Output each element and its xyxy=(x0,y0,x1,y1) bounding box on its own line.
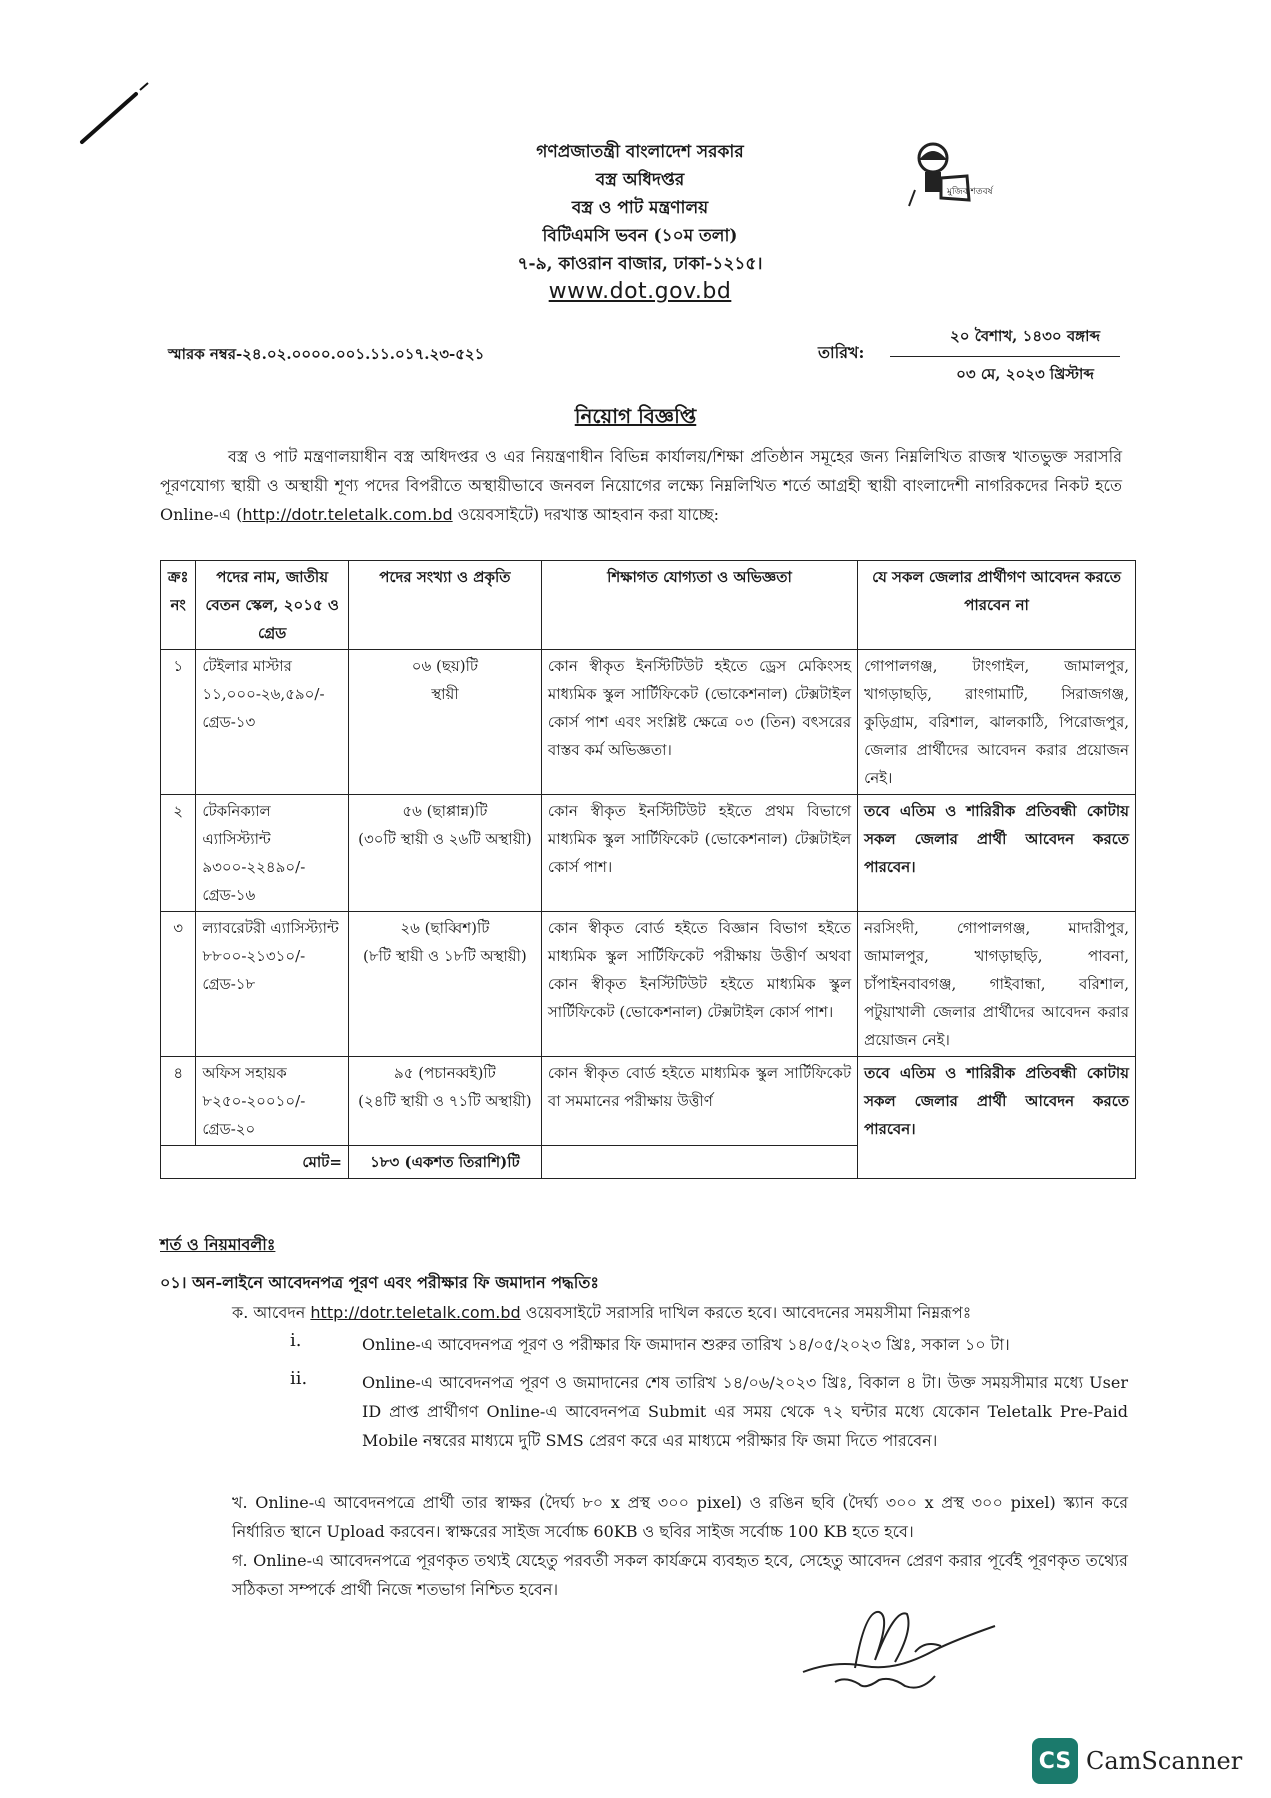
item-ka: ক. আবেদন http://dotr.teletalk.com.bd ওয়েবসাইটে সরাসরি দাখিল করতে হবে। আবেদনের সময়সীমা নিম্নরূপঃ xyxy=(232,1303,972,1322)
vacancy-table xyxy=(160,560,1136,1179)
memo-number: স্মারক নম্বর-২৪.০২.০০০০.০০১.১১.০১৭.২৩-৫২১ xyxy=(168,345,485,363)
post-nature: (২৪টি স্থায়ী ও ৭১টি অস্থায়ী) xyxy=(358,1092,532,1110)
item-i-label: i. xyxy=(290,1330,302,1351)
camscanner-icon: CS xyxy=(1032,1738,1078,1784)
pay-scale: ৮২৫০-২০০১০/- xyxy=(202,1092,306,1110)
qualification: কোন স্বীকৃত বোর্ড হইতে বিজ্ঞান বিভাগ হইতে মাধ্যমিক স্কুল সার্টিফিকেট পরীক্ষায় উত্তীর্ণ অথবা কোন স্বীকৃত ইনস্টিটিউট হইতে মাধ্যমিক স্কুল সার্টিফিকেট (ভোকেশনাল) টেক্সটাইল কোর্স পাশ। xyxy=(541,912,857,1057)
mujib-centenary-logo xyxy=(905,138,1005,216)
count-cell xyxy=(348,650,541,795)
header-post-name: পদের নাম, জাতীয় বেতন স্কেল, ২০১৫ ও গ্রেড xyxy=(196,561,349,650)
item-kha: খ. Online-এ আবেদনপত্রে প্রার্থী তার স্বাক্ষর (দৈর্ঘ্য ৮০ x প্রস্থ ৩০০ pixel) ও রঙিন ছবি (দৈর্ঘ্য ৩০০ x প্রস্থ ৩০০ pixel) স্ক্যান করে নির্ধারিত স্থানে Upload করবেন। স্বাক্ষরের সাইজ সর্বোচ্চ 60KB ও ছবির সাইজ সর্বোচ্চ 100 KB হতে হবে। xyxy=(232,1493,1128,1541)
post-cell xyxy=(196,795,349,912)
website-link[interactable]: www.dot.gov.bd xyxy=(548,279,732,304)
empty-cell xyxy=(541,1146,857,1179)
date-block xyxy=(890,325,1120,388)
total-value: ১৮৩ (একশত তিরাশি)টি xyxy=(348,1146,541,1179)
row-serial: ৪ xyxy=(161,1057,196,1146)
post-nature: (৮টি স্থায়ী ও ১৮টি অস্থায়ী) xyxy=(363,947,527,965)
qualification: কোন স্বীকৃত বোর্ড হইতে মাধ্যমিক স্কুল সার্টিফিকেট বা সমমানের পরীক্ষায় উত্তীর্ণ xyxy=(541,1057,857,1146)
total-label: মোট= xyxy=(161,1146,349,1179)
item-ii-label: ii. xyxy=(290,1368,308,1389)
quota-note: তবে এতিম ও শারিরীক প্রতিবন্ধী কোটায় সকল জেলার প্রার্থী আবেদন করতে পারবেন। xyxy=(858,1057,1136,1179)
address: ৭-৯, কাওরান বাজার, ঢাকা-১২১৫। xyxy=(517,254,763,274)
date-english: ০৩ মে, ২০২৩ খ্রিস্টাব্দ xyxy=(956,365,1094,383)
camscanner-watermark xyxy=(1032,1738,1242,1784)
post-name: টেকনিক্যাল এ্যাসিস্ট্যান্ট xyxy=(202,802,271,848)
terms-heading: শর্ত ও নিয়মাবলীঃ xyxy=(160,1235,276,1254)
qualification: কোন স্বীকৃত ইনস্টিটিউট হইতে ড্রেস মেকিংসহ মাধ্যমিক স্কুল সার্টিফিকেট (ভোকেশনাল) টেক্সটাইল কোর্স পাশ এবং সংশ্লিষ্ট ক্ষেত্রে ০৩ (তিন) বৎসরের বাস্তব কর্ম অভিজ্ঞতা। xyxy=(541,650,857,795)
item-kha-ga xyxy=(232,1488,1128,1604)
excluded-districts: গোপালগঞ্জ, টাংগাইল, জামালপুর, খাগড়াছড়ি, রাংগামাটি, সিরাজগঞ্জ, কুড়িগ্রাম, বরিশাল, ঝালকাঠি, পিরোজপুর, জেলার প্রার্থীদের আবেদন করার প্রয়োজন নেই। xyxy=(858,650,1136,795)
header-qualification: শিক্ষাগত যোগ্যতা ও অভিজ্ঞতা xyxy=(541,561,857,650)
item-i-text: Online-এ আবেদনপত্র পূরণ ও পরীক্ষার ফি জমাদান শুরুর তারিখ ১৪/০৫/২০২৩ খ্রিঃ, সকাল ১০ টা। xyxy=(362,1335,1010,1354)
count-cell xyxy=(348,912,541,1057)
post-cell xyxy=(196,1057,349,1146)
date-label: তারিখ: xyxy=(818,343,865,362)
row-serial: ৩ xyxy=(161,912,196,1057)
header-serial: ক্রঃ নং xyxy=(161,561,196,650)
grade: গ্রেড-২০ xyxy=(202,1120,256,1138)
camscanner-brand: CamScanner xyxy=(1086,1747,1243,1775)
post-nature: স্থায়ী xyxy=(431,685,459,703)
section-1-heading: ০১। অন-লাইনে আবেদনপত্র পূরণ এবং পরীক্ষার ফি জমাদান পদ্ধতিঃ xyxy=(160,1273,599,1292)
item-ii-text: Online-এ আবেদনপত্র পূরণ ও জমাদানের শেষ তারিখ ১৪/০৬/২০২৩ খ্রিঃ, বিকাল ৪ টা। উক্ত সময়সীমার মধ্যে User ID প্রাপ্ত প্রার্থীগণ Online-এ আবেদনপত্র Submit এর সময় থেকে ৭২ ঘন্টার মধ্যে যেকোন Teletalk Pre-Paid Mobile নম্বরের মাধ্যমে দুটি SMS প্রেরণ করে এর মাধ্যমে পরীক্ষার ফি জমা দিতে পারবেন। xyxy=(362,1373,1128,1450)
svg-text:মুজিব শতবর্ষ: মুজিব শতবর্ষ xyxy=(947,187,993,197)
letterhead xyxy=(360,138,920,306)
quota-note: তবে এতিম ও শারিরীক প্রতিবন্ধী কোটায় সকল জেলার প্রার্থী আবেদন করতে পারবেন। xyxy=(858,795,1136,912)
grade: গ্রেড-১৬ xyxy=(202,886,256,904)
pay-scale: ৯৩০০-২২৪৯০/- xyxy=(202,858,306,876)
post-count: ৫৬ (ছাপ্পান্ন)টি xyxy=(402,802,488,820)
grade: গ্রেড-১৮ xyxy=(202,975,256,993)
teletalk-url-link[interactable]: http://dotr.teletalk.com.bd xyxy=(310,1303,521,1322)
post-cell xyxy=(196,650,349,795)
header-post-count: পদের সংখ্যা ও প্রকৃতি xyxy=(348,561,541,650)
date-bangla: ২০ বৈশাখ, ১৪৩০ বঙ্গাব্দ xyxy=(890,325,1120,357)
table-row xyxy=(161,650,1136,795)
pen-stroke-mark xyxy=(78,80,158,150)
notice-title: নিয়োগ বিজ্ঞপ্তি xyxy=(574,404,697,428)
post-count: ৯৫ (পচানব্বই)টি xyxy=(394,1064,496,1082)
post-count: ০৬ (ছয়)টি xyxy=(411,657,479,675)
building-name: বিটিএমসি ভবন (১০ম তলা) xyxy=(542,226,738,246)
pay-scale: ১১,০০০-২৬,৫৯০/- xyxy=(202,685,325,703)
table-header-row xyxy=(161,561,1136,650)
excluded-districts: নরসিংদী, গোপালগঞ্জ, মাদারীপুর, জামালপুর, খাগড়াছড়ি, পাবনা, চাঁপাইনবাবগঞ্জ, গাইবান্ধা, বরিশাল, পটুয়াখালী জেলার প্রার্থীদের আবেদন করার প্রয়োজন নেই। xyxy=(858,912,1136,1057)
count-cell xyxy=(348,1057,541,1146)
post-name: টেইলার মাস্টার xyxy=(202,657,292,675)
notice-intro: বস্ত্র ও পাট মন্ত্রণালয়াধীন বস্ত্র অধিদপ্তর ও এর নিয়ন্ত্রণাধীন বিভিন্ন কার্যালয়/শিক্ষা প্রতিষ্ঠান সমূহের জন্য নিম্নলিখিত রাজস্ব খাতভুক্ত সরাসরি পূরণযোগ্য স্থায়ী ও অস্থায়ী শূণ্য পদের বিপরীতে অস্থায়ীভাবে জনবল নিয়োগের লক্ষ্যে নিম্নলিখিত শর্তে আগ্রহী স্থায়ী বাংলাদেশী নাগরিকদের নিকট হতে Online-এ (http://dotr.teletalk.com.bd ওয়েবসাইটে) দরখাস্ত আহবান করা যাচ্ছে: xyxy=(160,447,1122,524)
application-url-link[interactable]: http://dotr.teletalk.com.bd xyxy=(242,505,453,524)
item-ga: গ. Online-এ আবেদনপত্রে পূরণকৃত তথ্যই যেহেতু পরবর্তী সকল কার্যক্রমে ব্যবহৃত হবে, সেহেতু আবেদন প্রেরণ করার পূর্বেই পূরণকৃত তথ্যের সঠিকতা সম্পর্কে প্রার্থী নিজে শতভাগ নিশ্চিত হবেন। xyxy=(232,1551,1128,1599)
row-serial: ১ xyxy=(161,650,196,795)
govt-name: গণপ্রজাতন্ত্রী বাংলাদেশ সরকার xyxy=(536,142,744,162)
post-cell xyxy=(196,912,349,1057)
qualification: কোন স্বীকৃত ইনস্টিটিউট হইতে প্রথম বিভাগে মাধ্যমিক স্কুল সার্টিফিকেট (ভোকেশনাল) টেক্সটাইল কোর্স পাশ। xyxy=(541,795,857,912)
post-name: অফিস সহায়ক xyxy=(202,1064,287,1082)
post-name: ল্যাবরেটরী এ্যাসিস্ট্যান্ট xyxy=(202,919,339,937)
table-row xyxy=(161,1057,1136,1146)
row-serial: ২ xyxy=(161,795,196,912)
ministry-name: বস্ত্র ও পাট মন্ত্রণালয় xyxy=(571,198,709,218)
post-count: ২৬ (ছাব্বিশ)টি xyxy=(400,919,490,937)
department-name: বস্ত্র অধিদপ্তর xyxy=(595,170,685,190)
pay-scale: ৮৮০০-২১৩১০/- xyxy=(202,947,306,965)
handwritten-signature xyxy=(795,1590,1015,1700)
post-nature: (৩০টি স্থায়ী ও ২৬টি অস্থায়ী) xyxy=(358,830,532,848)
table-row xyxy=(161,912,1136,1057)
table-row xyxy=(161,795,1136,912)
grade: গ্রেড-১৩ xyxy=(202,713,256,731)
count-cell xyxy=(348,795,541,912)
header-excluded-districts: যে সকল জেলার প্রার্থীগণ আবেদন করতে পারবেন না xyxy=(858,561,1136,650)
